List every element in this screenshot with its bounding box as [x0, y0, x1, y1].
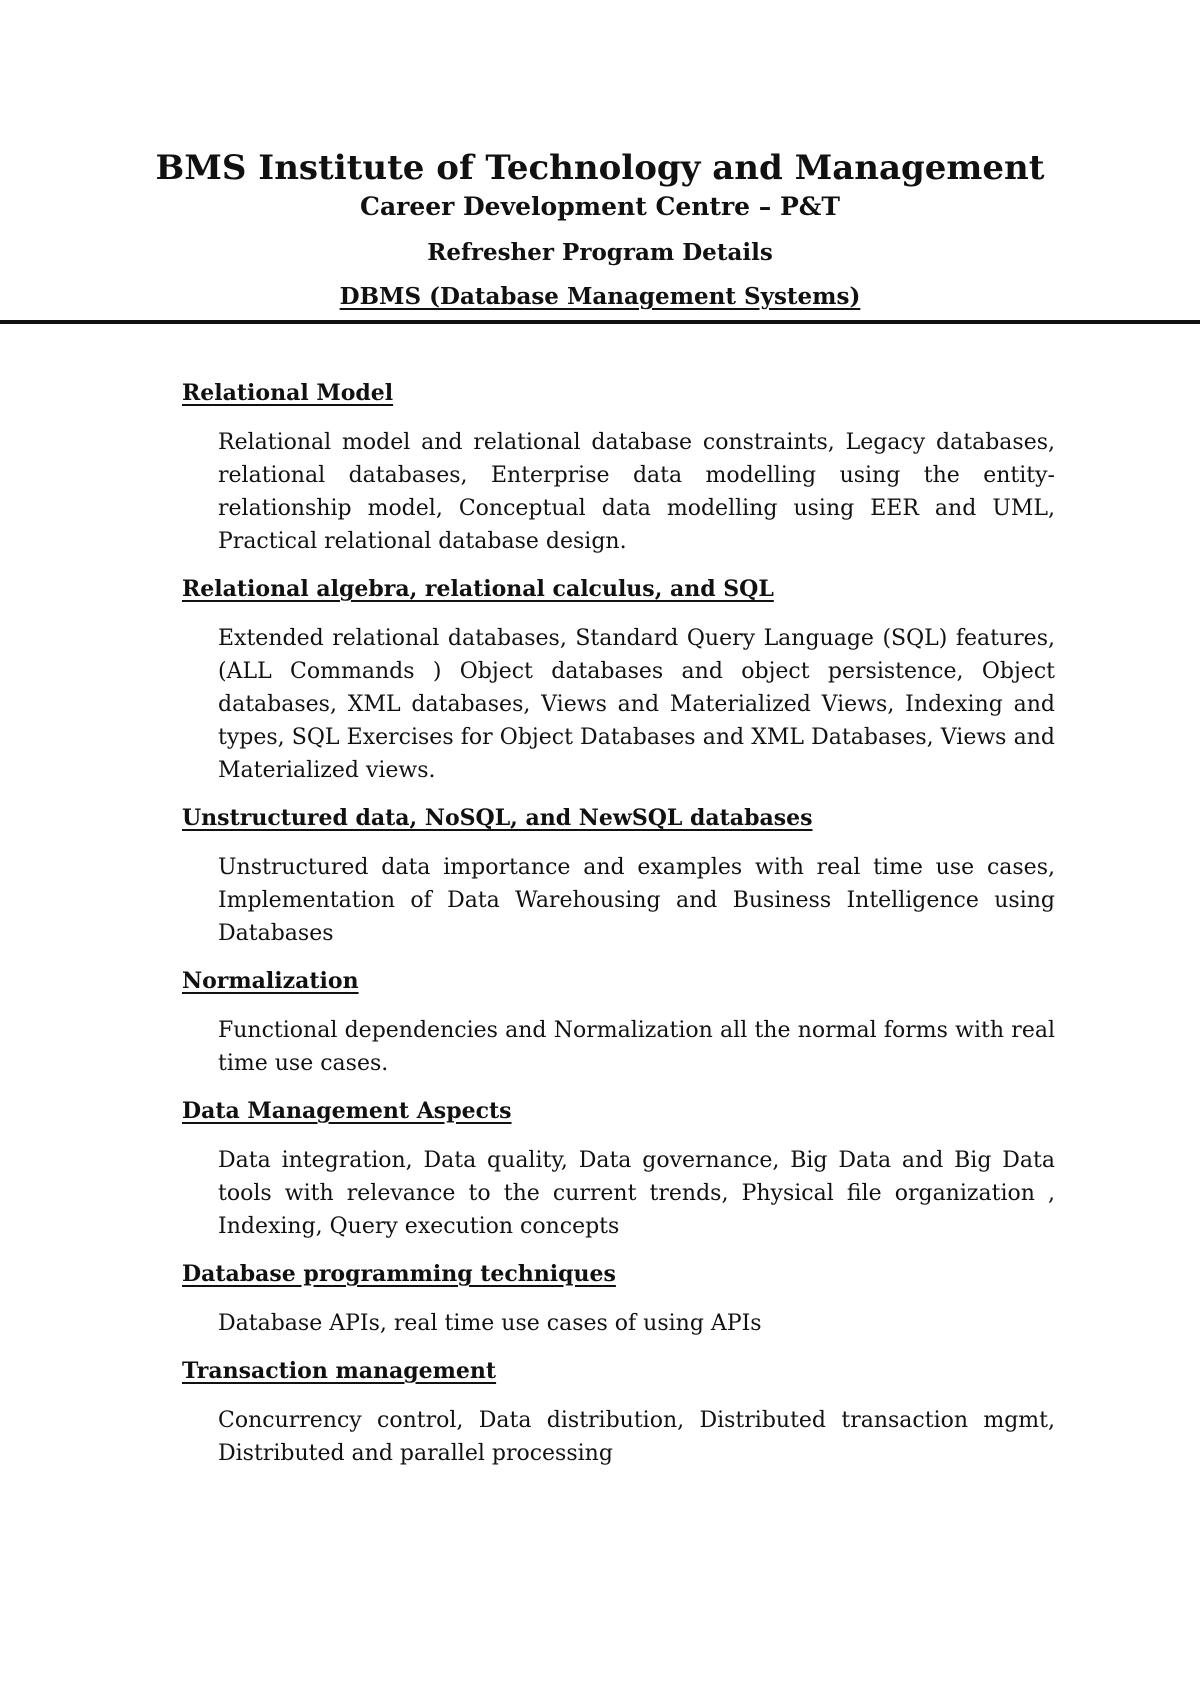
section-title: Relational algebra, relational calculus, and SQL: [182, 576, 774, 602]
section-body: Data integration, Data quality, Data governance, Big Data and Big Data tools with relevance to the current trends, Physical file organization , Indexing, Query execution concepts: [218, 1148, 1055, 1239]
section-title: Unstructured data, NoSQL, and NewSQL databases: [182, 805, 813, 831]
section-body: Functional dependencies and Normalization all the normal forms with real time use cases.: [218, 1018, 1055, 1076]
institution-title: BMS Institute of Technology and Management: [155, 148, 1045, 188]
section-body: Unstructured data importance and examples with real time use cases, Implementation of Data Warehousing and Business Intelligence using Databases: [218, 855, 1055, 946]
section-body: Relational model and relational database constraints, Legacy databases, relational databases, Enterprise data modelling using the entity-relationship model, Conceptual data modelling using EER and UML, Practical relational database design.: [218, 430, 1055, 554]
header-divider: [0, 320, 1200, 324]
program-title: Refresher Program Details: [427, 239, 773, 266]
section-unstructured-data: [182, 803, 1055, 950]
section-db-programming: [182, 1259, 1055, 1340]
centre-subtitle: Career Development Centre – P&T: [360, 192, 840, 221]
section-relational-model: [182, 378, 1055, 558]
section-title: Database programming techniques: [182, 1261, 616, 1287]
section-transaction-management: [182, 1356, 1055, 1470]
section-body: Extended relational databases, Standard Query Language (SQL) features, (ALL Commands ) Object databases and object persistence, Object databases, XML databases, Views and Materialized Views, Indexing and types, SQL Exercises for Object Databases and XML Databases, Views and Materialized views.: [218, 626, 1055, 783]
section-relational-algebra: [182, 574, 1055, 787]
section-normalization: [182, 966, 1055, 1080]
section-body: Database APIs, real time use cases of using APIs: [218, 1311, 762, 1336]
section-title: Transaction management: [182, 1358, 497, 1384]
syllabus-content: [182, 378, 1055, 1486]
section-title: Data Management Aspects: [182, 1098, 512, 1124]
section-body: Concurrency control, Data distribution, Distributed transaction mgmt, Distributed and parallel processing: [218, 1408, 1055, 1466]
document-header: [0, 146, 1200, 314]
section-title: Normalization: [182, 968, 359, 994]
section-data-management: [182, 1096, 1055, 1243]
section-title: Relational Model: [182, 380, 394, 406]
course-title: DBMS (Database Management Systems): [339, 283, 861, 310]
